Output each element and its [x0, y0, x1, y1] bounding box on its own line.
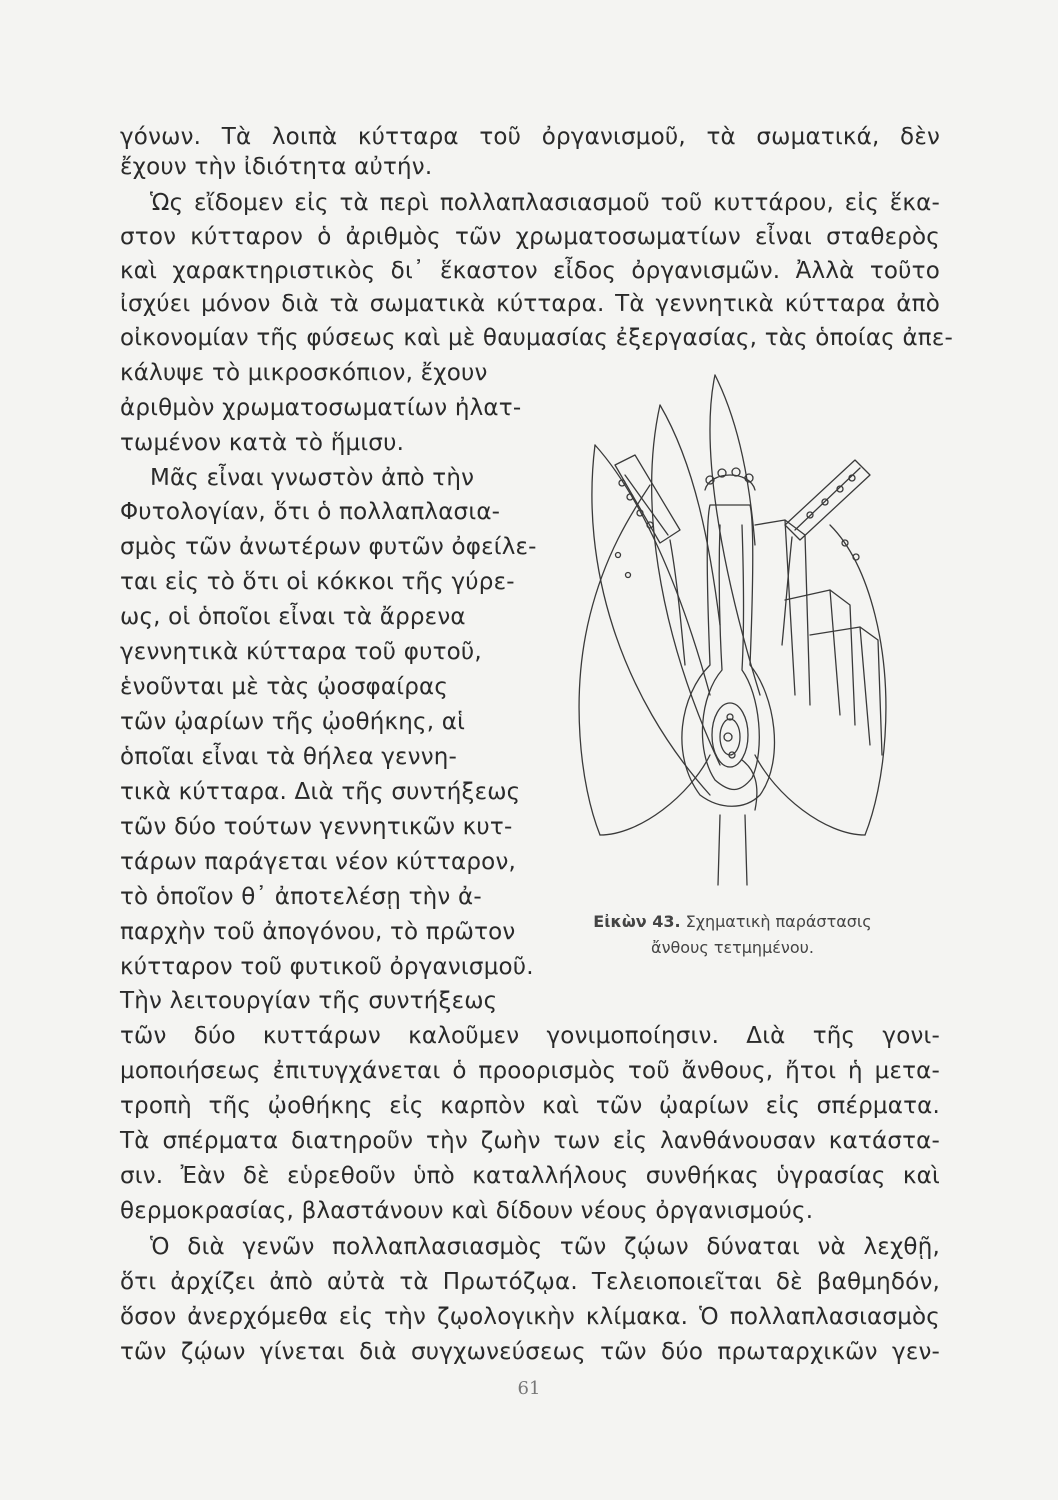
text-line: τάρων παράγεται νέον κύτταρον, — [120, 849, 517, 875]
text-line: παρχὴν τοῦ ἀπογόνου, τὸ πρῶτον — [120, 919, 516, 945]
text-line: γόνων. Τὰ λοιπὰ κύτταρα τοῦ ὀργανισμοῦ, τὰ σωματικά, δὲν — [120, 124, 940, 150]
text-line: κάλυψε τὸ μικροσκόπιον, ἔχουν — [120, 360, 488, 386]
text-line: Ὡς εἴδομεν εἰς τὰ περὶ πολλαπλασιασμοῦ τοῦ κυττάρου, εἰς ἕκα- — [150, 190, 940, 216]
text-line: σιν. Ἐὰν δὲ εὑρεθοῦν ὑπὸ καταλλήλους συνθήκας ὑγρασίας καὶ — [120, 1163, 940, 1189]
text-line: ἑνοῦνται μὲ τὰς ᾠοσφαίρας — [120, 674, 449, 700]
text-line: Ὁ διὰ γενῶν πολλαπλασιασμὸς τῶν ζῴων δύναται νὰ λεχθῇ, — [150, 1234, 940, 1260]
text-line: καὶ χαρακτηριστικὸς δι᾽ ἕκαστον εἶδος ὀργανισμῶν. Ἀλλὰ τοῦτο — [120, 258, 940, 284]
sepal-right — [830, 525, 886, 835]
page-number: 61 — [517, 1378, 541, 1399]
figure-caption — [560, 912, 905, 931]
text-line: τωμένον κατὰ τὸ ἥμισυ. — [120, 430, 405, 456]
text-line: Τὰ σπέρματα διατηροῦν τὴν ζωὴν των εἰς λανθάνουσαν κατάστα- — [120, 1128, 940, 1154]
text-line: ὅσον ἀνερχόμεθα εἰς τὴν ζῳολογικὴν κλίμακα. Ὁ πολλαπλασιασμὸς — [120, 1304, 940, 1330]
figure-label: Εἰκὼν 43. — [593, 912, 681, 931]
figure-caption-line-2: ἄνθους τετμημένου. — [651, 938, 814, 957]
text-line: ἔχουν τὴν ἰδιότητα αὐτήν. — [120, 154, 433, 180]
text-line: τὸ ὁποῖον θ᾽ ἀποτελέσῃ τὴν ἀ- — [120, 884, 482, 910]
text-line: σμὸς τῶν ἀνωτέρων φυτῶν ὀφείλε- — [120, 534, 537, 560]
petal-left — [592, 445, 710, 795]
text-line: τῶν δύο κυττάρων καλοῦμεν γονιμοποίησιν. Διὰ τῆς γονι- — [120, 1023, 940, 1049]
text-line: θερμοκρασίας, βλαστάνουν καὶ δίδουν νέους ὀργανισμούς. — [120, 1198, 814, 1224]
text-line: στον κύτταρον ὁ ἀριθμὸς τῶν χρωματοσωματίων εἶναι σταθερὸς — [120, 224, 940, 250]
text-line: ὅτι ἀρχίζει ἀπὸ αὐτὰ τὰ Πρωτόζῳα. Τελειοποιεῖται δὲ βαθμηδόν, — [120, 1269, 940, 1295]
petal-center — [652, 405, 720, 765]
ovary — [682, 505, 775, 806]
text-line: τροπὴ τῆς ᾠοθήκης εἰς καρπὸν καὶ τῶν ᾠαρίων εἰς σπέρματα. — [120, 1093, 940, 1119]
text-line: Τὴν λειτουργίαν τῆς συντήξεως — [120, 988, 498, 1014]
text-line: Φυτολογίαν, ὅτι ὁ πολλαπλασια- — [120, 499, 501, 525]
text-line: ἰσχύει μόνον διὰ τὰ σωματικὰ κύτταρα. Τὰ γεννητικὰ κύτταρα ἀπὸ — [120, 291, 940, 317]
stalk — [718, 815, 720, 885]
anther-left — [615, 455, 680, 543]
text-line: τικὰ κύτταρα. Διὰ τῆς συντήξεως — [120, 779, 521, 805]
text-line: ως, οἱ ὁποῖοι εἶναι τὰ ἄρρενα — [120, 604, 466, 630]
figure-caption-line-1: Σχηματικὴ παράστασις — [685, 912, 872, 931]
flower-cross-section-illustration — [560, 365, 905, 890]
text-line: γεννητικὰ κύτταρα τοῦ φυτοῦ, — [120, 639, 482, 665]
sepal-left — [579, 485, 650, 835]
text-line: ὁποῖαι εἶναι τὰ θήλεα γεννη- — [120, 744, 458, 770]
text-line: τῶν ᾠαρίων τῆς ᾠοθήκης, αἱ — [120, 709, 466, 735]
text-line: Μᾶς εἶναι γνωστὸν ἀπὸ τὴν — [150, 465, 475, 491]
text-line: ἀριθμὸν χρωματοσωματίων ἠλατ- — [120, 395, 522, 421]
text-line: κύτταρον τοῦ φυτικοῦ ὀργανισμοῦ. — [120, 954, 534, 980]
text-line: ται εἰς τὸ ὅτι οἱ κόκκοι τῆς γύρε- — [120, 569, 515, 595]
text-line: οἰκονομίαν τῆς φύσεως καὶ μὲ θαυμασίας ἐξεργασίας, τὰς ὁποίας ἀπε- — [120, 325, 953, 351]
text-line: τῶν ζῴων γίνεται διὰ συγχωνεύσεως τῶν δύο πρωταρχικῶν γεν- — [120, 1339, 940, 1365]
text-line: μοποιήσεως ἐπιτυγχάνεται ὁ προορισμὸς τοῦ ἄνθους, ἤτοι ἡ μετα- — [120, 1058, 940, 1084]
text-line: τῶν δύο τούτων γεννητικῶν κυτ- — [120, 814, 513, 840]
